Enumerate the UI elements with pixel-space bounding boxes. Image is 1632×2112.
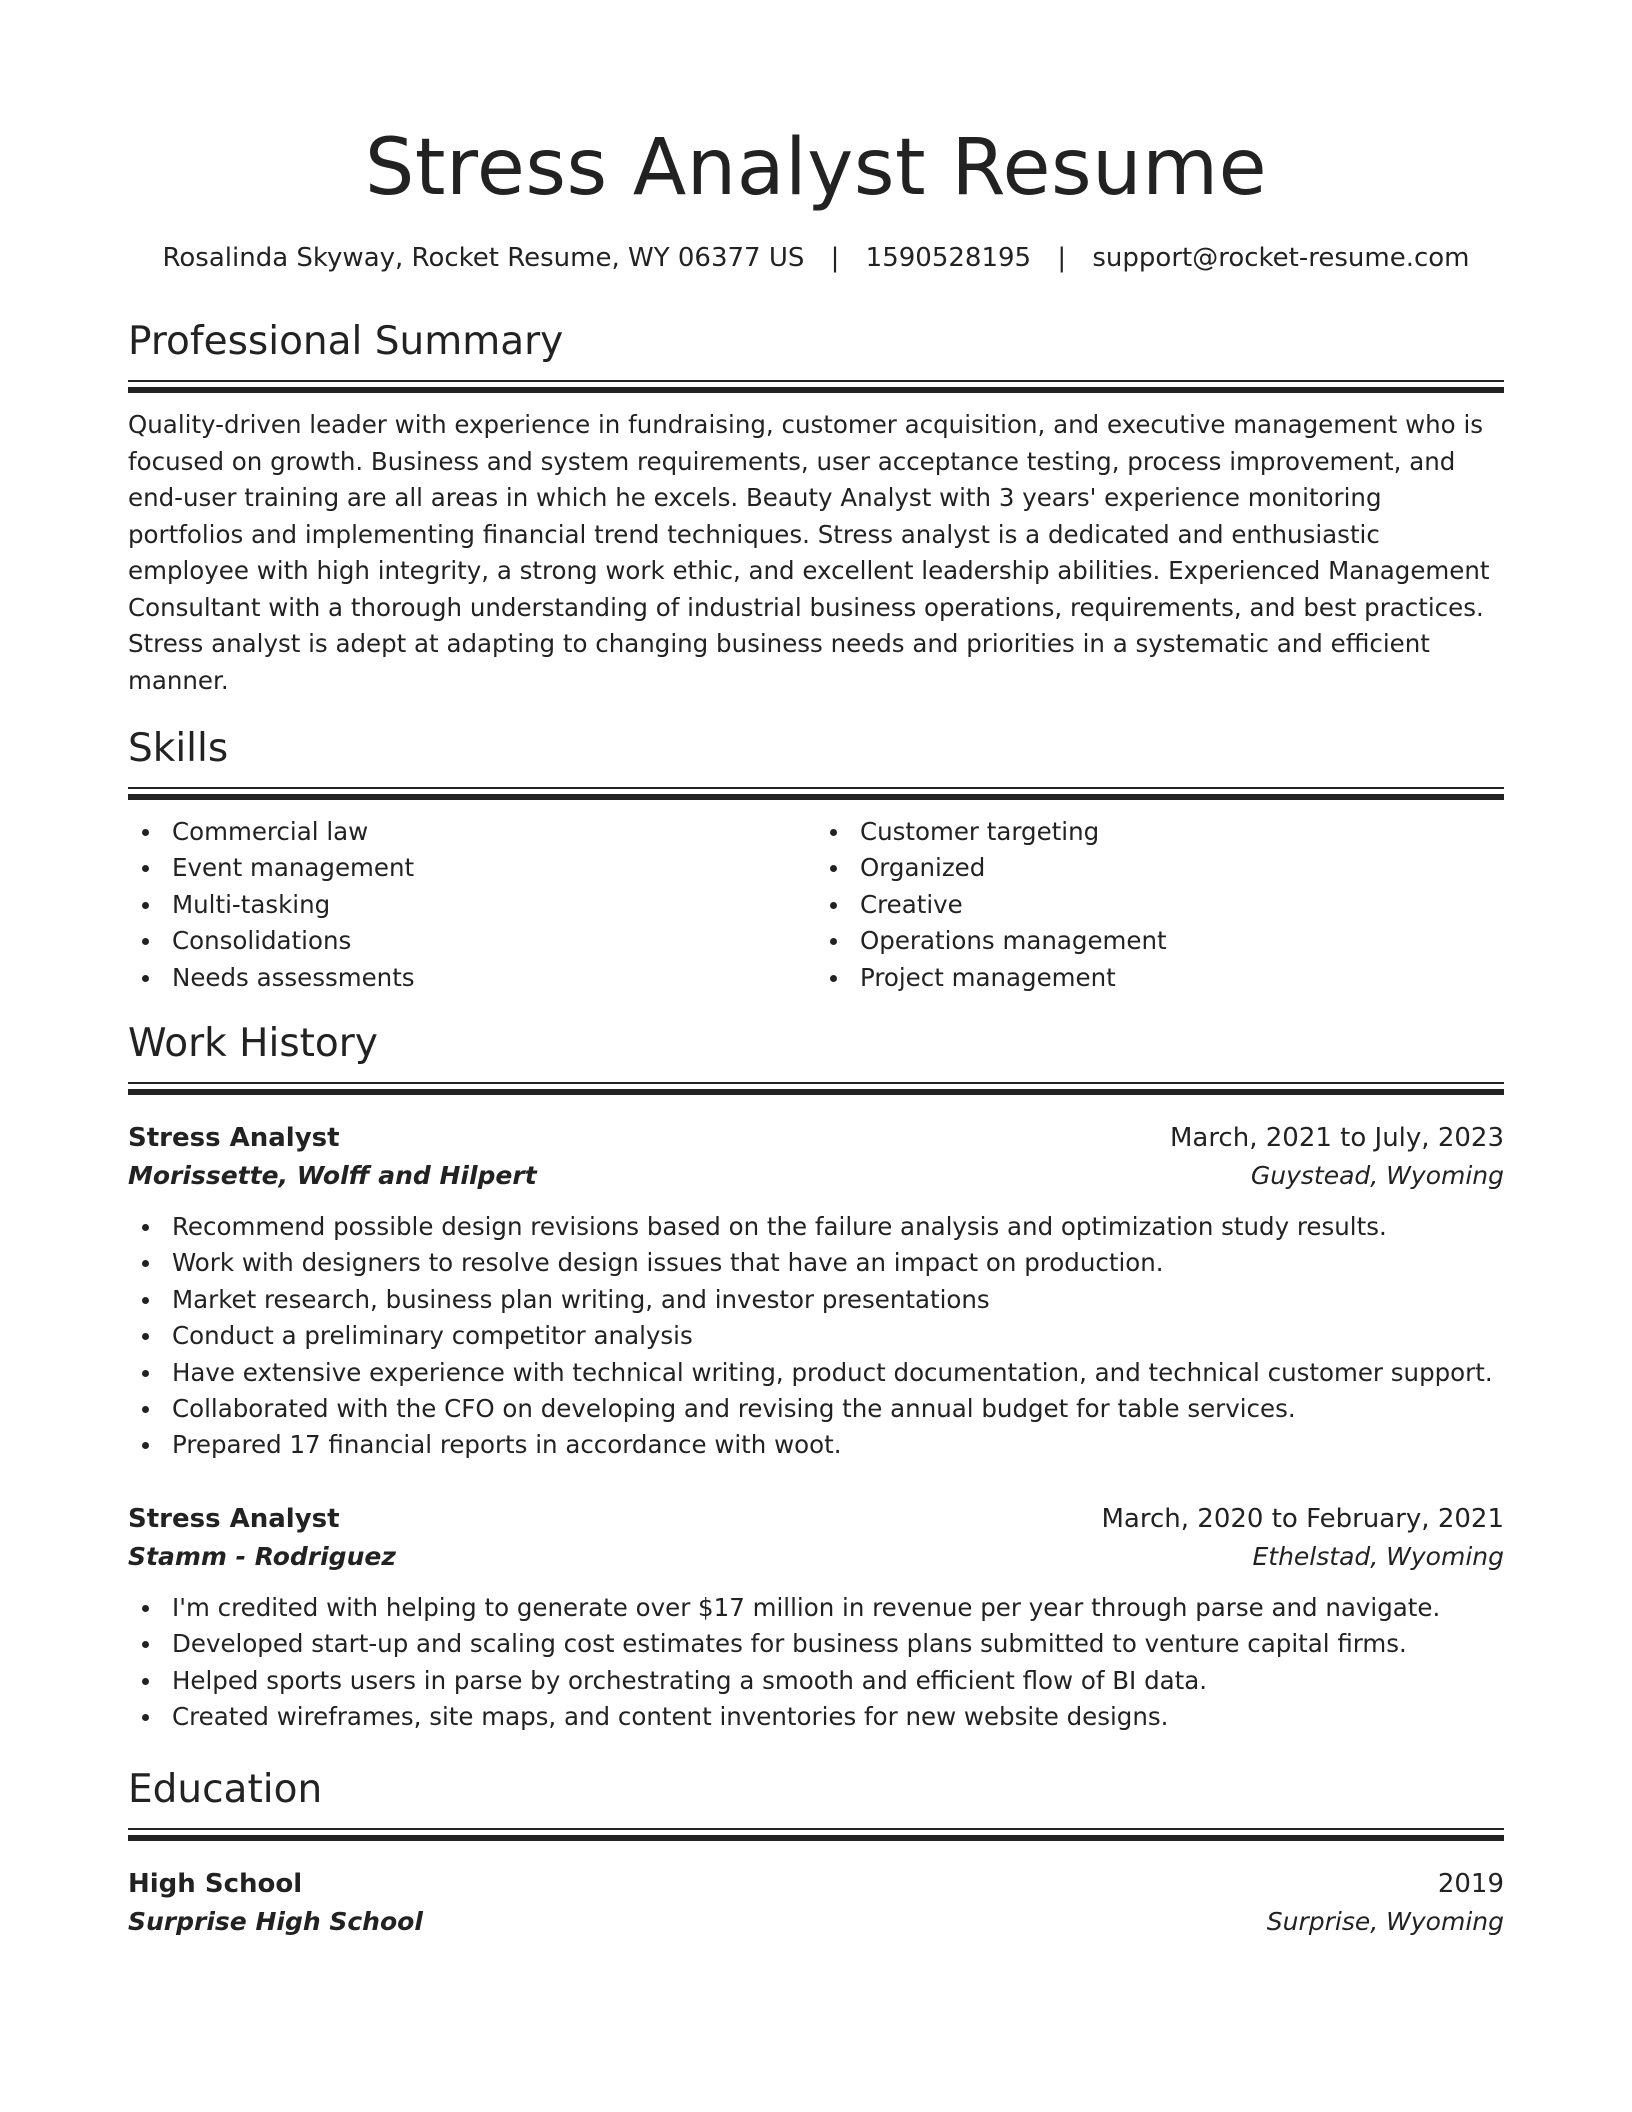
- education-school-row: [128, 1903, 1504, 1941]
- section-heading-work-history: Work History: [128, 1021, 378, 1067]
- section-heading-skills: Skills: [128, 726, 229, 771]
- section-heading-summary: Professional Summary: [128, 319, 564, 364]
- contact-email: support@rocket-resume.com: [1092, 243, 1470, 273]
- job-company: Stamm - Rodriguez: [128, 1541, 396, 1571]
- summary-section: [128, 318, 1504, 699]
- education-location: Surprise, Wyoming: [1266, 1906, 1504, 1936]
- job-header-row: [128, 1119, 1504, 1157]
- skill-item: Needs assessments: [128, 960, 816, 996]
- job-title: Stress Analyst: [128, 1503, 340, 1534]
- job-duty: Helped sports users in parse by orchestrating a smooth and efficient flow of BI data.: [128, 1663, 1504, 1699]
- skill-item: Creative: [816, 887, 1504, 923]
- job-entry: [128, 1500, 1504, 1736]
- job-duty: Work with designers to resolve design issues that have an impact on production.: [128, 1245, 1504, 1281]
- education-header-row: [128, 1865, 1504, 1903]
- skills-grid: [128, 814, 1504, 996]
- skill-item: Customer targeting: [816, 814, 1504, 850]
- education-school: Surprise High School: [128, 1906, 423, 1936]
- job-duties-list: [128, 1590, 1504, 1736]
- job-duty: Have extensive experience with technical writing, product documentation, and technical customer support.: [128, 1355, 1504, 1391]
- skill-item: Commercial law: [128, 814, 816, 850]
- job-dates: March, 2020 to February, 2021: [1101, 1503, 1504, 1534]
- contact-address: Rosalinda Skyway, Rocket Resume, WY 06377 US: [162, 243, 805, 273]
- section-heading-education: Education: [128, 1766, 323, 1812]
- job-company: Morissette, Wolff and Hilpert: [128, 1161, 537, 1191]
- job-company-row: [128, 1157, 1504, 1195]
- section-divider: [128, 380, 1504, 393]
- education-section: [128, 1766, 1504, 1941]
- job-location: Ethelstad, Wyoming: [1252, 1541, 1504, 1571]
- contact-separator: |: [1057, 243, 1067, 273]
- section-divider: [128, 1082, 1504, 1095]
- contact-line: [128, 240, 1504, 276]
- job-duty: Market research, business plan writing, and investor presentations: [128, 1282, 1504, 1318]
- job-header-row: [128, 1500, 1504, 1538]
- summary-text: Quality-driven leader with experience in fundraising, customer acquisition, and executive management who is focused on growth. Business and system requirements, user acceptance testing, process improvement, and end-user training are all areas in which he excels. Beauty Analyst with 3 years' experience monitoring portfolios and implementing financial trend techniques. Stress analyst is a dedicated and enthusiastic employee with high integrity, a strong work ethic, and excellent leadership abilities. Experienced Management Consultant with a thorough understanding of industrial business operations, requirements, and best practices. Stress analyst is adept at adapting to changing business needs and priorities in a systematic and efficient manner.: [128, 410, 1490, 695]
- skills-column-right: [816, 814, 1504, 996]
- skill-item: Consolidations: [128, 923, 816, 959]
- skills-column-left: [128, 814, 816, 996]
- skills-section: [128, 725, 1504, 996]
- job-duty: Created wireframes, site maps, and content inventories for new website designs.: [128, 1699, 1504, 1735]
- job-duty: I'm credited with helping to generate over $17 million in revenue per year through parse and navigate.: [128, 1590, 1504, 1626]
- job-dates: March, 2021 to July, 2023: [1169, 1123, 1504, 1154]
- job-duties-list: [128, 1209, 1504, 1464]
- job-title: Stress Analyst: [128, 1123, 340, 1154]
- job-duty: Conduct a preliminary competitor analysis: [128, 1318, 1504, 1354]
- education-degree: High School: [128, 1868, 303, 1899]
- skill-item: Event management: [128, 850, 816, 886]
- education-entry: [128, 1865, 1504, 1941]
- skill-item: Operations management: [816, 923, 1504, 959]
- contact-phone: 1590528195: [865, 243, 1032, 273]
- contact-separator: |: [830, 243, 840, 273]
- job-company-row: [128, 1538, 1504, 1576]
- section-divider: [128, 787, 1504, 800]
- job-duty: Developed start-up and scaling cost estimates for business plans submitted to venture capital firms.: [128, 1626, 1504, 1662]
- job-entry: [128, 1119, 1504, 1464]
- job-duty: Recommend possible design revisions based on the failure analysis and optimization study results.: [128, 1209, 1504, 1245]
- job-duty: Prepared 17 financial reports in accordance with woot.: [128, 1427, 1504, 1463]
- skill-item: Multi-tasking: [128, 887, 816, 923]
- job-location: Guystead, Wyoming: [1250, 1161, 1504, 1191]
- work-history-section: [128, 1020, 1504, 1735]
- education-year: 2019: [1437, 1868, 1504, 1899]
- section-divider: [128, 1828, 1504, 1841]
- job-duty: Collaborated with the CFO on developing and revising the annual budget for table services.: [128, 1391, 1504, 1427]
- skill-item: Organized: [816, 850, 1504, 886]
- resume-title: Stress Analyst Resume: [364, 123, 1268, 213]
- skill-item: Project management: [816, 960, 1504, 996]
